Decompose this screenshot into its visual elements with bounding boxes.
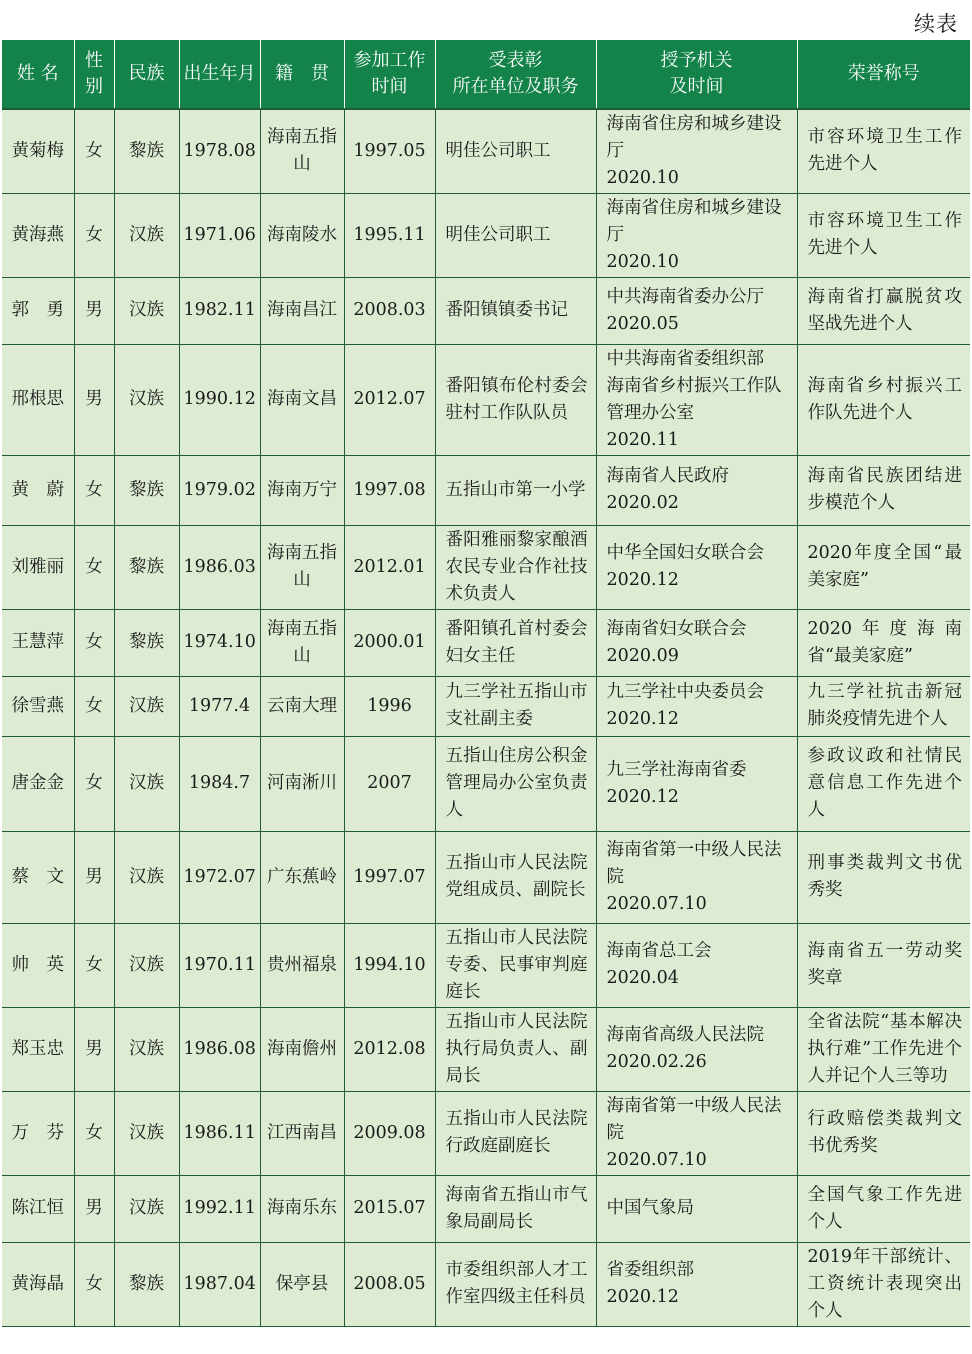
cell-work-start: 2008.05 <box>344 1242 435 1326</box>
cell-name: 邢根思 <box>2 344 74 455</box>
award-date: 2020.10 <box>606 167 679 188</box>
cell-authority <box>596 609 797 676</box>
cell-honor: 2020年度全国“最美家庭” <box>797 525 970 609</box>
authority-name: 海南省人民政府 <box>606 466 729 486</box>
cell-authority <box>596 277 797 344</box>
table-row <box>2 1007 970 1091</box>
cell-authority <box>596 109 797 193</box>
col-header-name: 姓 名 <box>2 40 74 109</box>
authority-name: 中国气象局 <box>606 1198 694 1218</box>
cell-gender: 男 <box>74 1007 114 1091</box>
cell-birth: 1972.07 <box>179 831 260 923</box>
cell-birth: 1986.08 <box>179 1007 260 1091</box>
cell-authority <box>596 193 797 277</box>
cell-unit-position: 五指山市人民法院行政庭副庭长 <box>435 1091 596 1175</box>
honors-table <box>2 40 970 1327</box>
authority-name-secondary: 海南省乡村振兴工作队管理办公室 <box>606 375 782 423</box>
cell-unit-position: 明佳公司职工 <box>435 109 596 193</box>
table-row <box>2 1091 970 1175</box>
cell-birth: 1977.4 <box>179 676 260 736</box>
cell-honor: 市容环境卫生工作先进个人 <box>797 193 970 277</box>
cell-work-start: 1996 <box>344 676 435 736</box>
cell-name: 刘雅丽 <box>2 525 74 609</box>
cell-name: 唐金金 <box>2 736 74 831</box>
cell-birth: 1978.08 <box>179 109 260 193</box>
cell-origin: 海南五指山 <box>260 109 344 193</box>
col-header-ethnicity: 民族 <box>114 40 179 109</box>
cell-honor: 海南省民族团结进步模范个人 <box>797 455 970 525</box>
cell-name: 万 芬 <box>2 1091 74 1175</box>
cell-unit-position: 番阳镇镇委书记 <box>435 277 596 344</box>
authority-name: 海南省住房和城乡建设厅 <box>606 197 782 245</box>
cell-work-start: 2000.01 <box>344 609 435 676</box>
cell-work-start: 1997.05 <box>344 109 435 193</box>
cell-birth: 1974.10 <box>179 609 260 676</box>
cell-ethnicity: 汉族 <box>114 923 179 1007</box>
col-header-honor: 荣誉称号 <box>797 40 970 109</box>
cell-origin: 广东蕉岭 <box>260 831 344 923</box>
authority-name: 省委组织部 <box>606 1260 694 1280</box>
cell-work-start: 2009.08 <box>344 1091 435 1175</box>
cell-honor: 刑事类裁判文书优秀奖 <box>797 831 970 923</box>
cell-ethnicity: 黎族 <box>114 455 179 525</box>
cell-work-start: 2008.03 <box>344 277 435 344</box>
cell-unit-position: 番阳镇孔首村委会妇女主任 <box>435 609 596 676</box>
authority-name: 九三学社海南省委 <box>606 759 747 780</box>
cell-birth: 1986.03 <box>179 525 260 609</box>
cell-birth: 1979.02 <box>179 455 260 525</box>
cell-origin: 保亭县 <box>260 1242 344 1326</box>
col-header-authority: 授予机关 及时间 <box>596 40 797 109</box>
cell-gender: 女 <box>74 609 114 676</box>
col-header-origin: 籍 贯 <box>260 40 344 109</box>
authority-name: 中华全国妇女联合会 <box>606 543 764 563</box>
award-date: 2020.11 <box>606 429 679 450</box>
table-row <box>2 676 970 736</box>
cell-origin: 海南万宁 <box>260 455 344 525</box>
cell-unit-position: 九三学社五指山市支社副主委 <box>435 676 596 736</box>
table-row <box>2 831 970 923</box>
header-row <box>2 40 970 109</box>
cell-origin: 海南乐东 <box>260 1175 344 1242</box>
cell-unit-position: 五指山住房公积金管理局办公室负责人 <box>435 736 596 831</box>
cell-origin: 海南文昌 <box>260 344 344 455</box>
cell-name: 帅 英 <box>2 923 74 1007</box>
table-row <box>2 109 970 193</box>
cell-ethnicity: 汉族 <box>114 736 179 831</box>
cell-unit-position: 市委组织部人才工作室四级主任科员 <box>435 1242 596 1326</box>
cell-ethnicity: 汉族 <box>114 1091 179 1175</box>
cell-ethnicity: 黎族 <box>114 609 179 676</box>
award-date: 2020.12 <box>606 570 679 590</box>
cell-authority <box>596 1007 797 1091</box>
cell-authority <box>596 736 797 831</box>
cell-gender: 女 <box>74 525 114 609</box>
award-date: 2020.07.10 <box>606 893 707 914</box>
cell-origin: 云南大理 <box>260 676 344 736</box>
cell-work-start: 1994.10 <box>344 923 435 1007</box>
cell-gender: 男 <box>74 277 114 344</box>
col-header-work-start: 参加工作 时间 <box>344 40 435 109</box>
cell-work-start: 2012.07 <box>344 344 435 455</box>
cell-ethnicity: 黎族 <box>114 109 179 193</box>
cell-gender: 女 <box>74 923 114 1007</box>
award-date: 2020.12 <box>606 709 679 729</box>
cell-gender: 女 <box>74 109 114 193</box>
cell-honor: 2019年干部统计、工资统计表现突出个人 <box>797 1242 970 1326</box>
cell-name: 郑玉忠 <box>2 1007 74 1091</box>
cell-name: 黄 蔚 <box>2 455 74 525</box>
cell-honor: 行政赔偿类裁判文书优秀奖 <box>797 1091 970 1175</box>
cell-name: 蔡 文 <box>2 831 74 923</box>
authority-name: 海南省妇女联合会 <box>606 618 747 639</box>
cell-name: 黄海晶 <box>2 1242 74 1326</box>
award-date: 2020.02.26 <box>606 1052 707 1072</box>
cell-honor: 参政议政和社情民意信息工作先进个人 <box>797 736 970 831</box>
cell-honor: 市容环境卫生工作先进个人 <box>797 109 970 193</box>
table-row <box>2 277 970 344</box>
cell-gender: 男 <box>74 344 114 455</box>
cell-name: 王慧萍 <box>2 609 74 676</box>
authority-name: 中共海南省委组织部 <box>606 348 764 369</box>
cell-honor: 海南省五一劳动奖奖章 <box>797 923 970 1007</box>
col-header-unit-position: 受表彰 所在单位及职务 <box>435 40 596 109</box>
cell-ethnicity: 黎族 <box>114 525 179 609</box>
authority-name: 海南省第一中级人民法院 <box>606 1095 782 1143</box>
award-date: 2020.12 <box>606 786 679 807</box>
cell-birth: 1987.04 <box>179 1242 260 1326</box>
continued-label: 续表 <box>914 12 958 36</box>
cell-ethnicity: 汉族 <box>114 193 179 277</box>
col-header-gender: 性 别 <box>74 40 114 109</box>
cell-gender: 女 <box>74 1091 114 1175</box>
cell-birth: 1990.12 <box>179 344 260 455</box>
cell-origin: 贵州福泉 <box>260 923 344 1007</box>
cell-origin: 海南儋州 <box>260 1007 344 1091</box>
award-date: 2020.10 <box>606 251 679 272</box>
authority-name: 海南省高级人民法院 <box>606 1025 764 1045</box>
cell-work-start: 2012.08 <box>344 1007 435 1091</box>
cell-gender: 男 <box>74 831 114 923</box>
award-date: 2020.07.10 <box>606 1149 707 1170</box>
cell-birth: 1982.11 <box>179 277 260 344</box>
cell-authority <box>596 923 797 1007</box>
cell-name: 徐雪燕 <box>2 676 74 736</box>
col-header-birth: 出生年月 <box>179 40 260 109</box>
cell-ethnicity: 汉族 <box>114 344 179 455</box>
cell-birth: 1970.11 <box>179 923 260 1007</box>
cell-name: 黄海燕 <box>2 193 74 277</box>
cell-birth: 1984.7 <box>179 736 260 831</box>
authority-name: 九三学社中央委员会 <box>606 682 764 702</box>
authority-name: 海南省住房和城乡建设厅 <box>606 113 782 161</box>
award-date: 2020.04 <box>606 968 679 988</box>
cell-origin: 海南五指山 <box>260 525 344 609</box>
cell-authority <box>596 1091 797 1175</box>
cell-gender: 女 <box>74 736 114 831</box>
cell-work-start: 1995.11 <box>344 193 435 277</box>
cell-honor: 九三学社抗击新冠肺炎疫情先进个人 <box>797 676 970 736</box>
cell-gender: 女 <box>74 1242 114 1326</box>
award-date: 2020.09 <box>606 645 679 666</box>
cell-honor: 全省法院“基本解决执行难”工作先进个人并记个人三等功 <box>797 1007 970 1091</box>
cell-name: 黄菊梅 <box>2 109 74 193</box>
award-date: 2020.05 <box>606 313 679 334</box>
table-row <box>2 193 970 277</box>
table-row <box>2 736 970 831</box>
cell-work-start: 1997.08 <box>344 455 435 525</box>
cell-authority <box>596 344 797 455</box>
authority-name: 海南省第一中级人民法院 <box>606 839 782 887</box>
award-date: 2020.02 <box>606 493 679 513</box>
table-row <box>2 923 970 1007</box>
cell-honor: 海南省打赢脱贫攻坚战先进个人 <box>797 277 970 344</box>
table-row <box>2 455 970 525</box>
cell-unit-position: 五指山市第一小学 <box>435 455 596 525</box>
cell-honor: 2020年度海南省“最美家庭” <box>797 609 970 676</box>
cell-birth: 1971.06 <box>179 193 260 277</box>
cell-authority <box>596 525 797 609</box>
cell-authority <box>596 1242 797 1326</box>
cell-ethnicity: 汉族 <box>114 1007 179 1091</box>
cell-unit-position: 五指山市人民法院专委、民事审判庭庭长 <box>435 923 596 1007</box>
cell-work-start: 2012.01 <box>344 525 435 609</box>
cell-authority <box>596 1175 797 1242</box>
cell-name: 陈江恒 <box>2 1175 74 1242</box>
authority-name: 中共海南省委办公厅 <box>606 286 764 307</box>
cell-ethnicity: 汉族 <box>114 831 179 923</box>
cell-gender: 男 <box>74 1175 114 1242</box>
cell-ethnicity: 汉族 <box>114 277 179 344</box>
cell-work-start: 2015.07 <box>344 1175 435 1242</box>
cell-work-start: 2007 <box>344 736 435 831</box>
table-row <box>2 1175 970 1242</box>
cell-ethnicity: 黎族 <box>114 1242 179 1326</box>
cell-gender: 女 <box>74 193 114 277</box>
cell-unit-position: 明佳公司职工 <box>435 193 596 277</box>
table-row <box>2 344 970 455</box>
cell-origin: 海南五指山 <box>260 609 344 676</box>
cell-authority <box>596 455 797 525</box>
cell-name: 郭 勇 <box>2 277 74 344</box>
cell-honor: 海南省乡村振兴工作队先进个人 <box>797 344 970 455</box>
cell-work-start: 1997.07 <box>344 831 435 923</box>
cell-origin: 海南陵水 <box>260 193 344 277</box>
cell-unit-position: 海南省五指山市气象局副局长 <box>435 1175 596 1242</box>
cell-authority <box>596 676 797 736</box>
table-row <box>2 525 970 609</box>
cell-unit-position: 番阳镇布伦村委会驻村工作队队员 <box>435 344 596 455</box>
cell-unit-position: 五指山市人民法院执行局负责人、副局长 <box>435 1007 596 1091</box>
cell-origin: 海南昌江 <box>260 277 344 344</box>
cell-origin: 江西南昌 <box>260 1091 344 1175</box>
cell-origin: 河南淅川 <box>260 736 344 831</box>
cell-birth: 1992.11 <box>179 1175 260 1242</box>
cell-unit-position: 番阳雅丽黎家酿酒农民专业合作社技术负责人 <box>435 525 596 609</box>
authority-name: 海南省总工会 <box>606 941 712 961</box>
cell-ethnicity: 汉族 <box>114 676 179 736</box>
table-row <box>2 1242 970 1326</box>
cell-authority <box>596 831 797 923</box>
award-date: 2020.12 <box>606 1287 679 1307</box>
cell-gender: 女 <box>74 455 114 525</box>
cell-ethnicity: 汉族 <box>114 1175 179 1242</box>
table-row <box>2 609 970 676</box>
cell-honor: 全国气象工作先进个人 <box>797 1175 970 1242</box>
cell-birth: 1986.11 <box>179 1091 260 1175</box>
cell-gender: 女 <box>74 676 114 736</box>
cell-unit-position: 五指山市人民法院党组成员、副院长 <box>435 831 596 923</box>
